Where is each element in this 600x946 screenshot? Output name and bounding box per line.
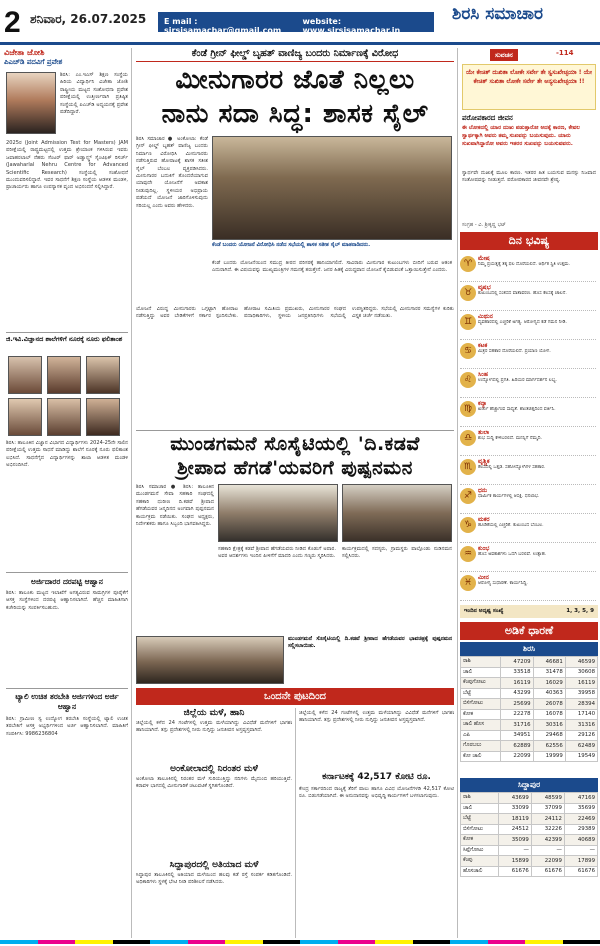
rate-variety: ರಾಶಿ xyxy=(461,793,499,804)
column-rule-right xyxy=(457,48,458,938)
rate-row xyxy=(461,720,598,731)
rate-row xyxy=(461,709,598,720)
bottom-color-bar xyxy=(0,940,600,944)
rate-value: 40363 xyxy=(533,688,565,699)
rate-value: 62556 xyxy=(533,741,565,752)
horoscope-entry xyxy=(460,572,596,601)
lucky-label: ಇಂದಿನ ಅದೃಷ್ಟ ಸಂಖ್ಯೆ xyxy=(464,608,504,614)
second-story-col2: ಸಹಕಾರಿ ಕ್ಷೇತ್ರಕ್ಕೆ ಕಡವೆ ಶ್ರೀಪಾದ ಹೆಗಡೆಯವರು ನೀಡಿದ ಕೊಡುಗೆ ಅಪಾರ. ಅವರ ಆದರ್ಶಗಳು ಇಂದಿನ ಪೀಳಿಗೆಗೆ ಮಾದರಿ ಎಂದು ಗಣ್ಯರು ಸ್ಮರಿಸಿದರು. xyxy=(218,546,336,560)
zodiac-prediction: ಹೊಸ ಅವಕಾಶಗಳು ಒದಗಿ ಬರಲಿವೆ. ಉತ್ಸಾಹ. xyxy=(478,552,547,557)
rate-value: 29389 xyxy=(564,824,597,835)
zodiac-icon: ♌ xyxy=(460,372,476,388)
main-story-caption: ಕೆಂಡೆ ಬಂದರು ಯೋಜನೆ ವಿರೋಧಿಸಿ ನಡೆದ ಸಭೆಯಲ್ಲಿ ಶಾಸಕ ಸತೀಶ ಸೈಲ್ ಮಾತನಾಡಿದರು. xyxy=(212,242,371,248)
rate-row xyxy=(461,835,598,846)
rate-value: 61676 xyxy=(498,866,531,877)
sub3-body: ಸಿದ್ದಾಪುರ ತಾಲೂಕಿನಲ್ಲಿ ಅತಿಯಾದ ಮಳೆಯಿಂದ ಹಲವು ಕಡೆ ರಸ್ತೆ ಸಂಪರ್ಕ ಕಡಿತಗೊಂಡಿದೆ. ಅಧಿಕಾರಿಗಳು ಸ್ಥಳಕ್ಕೆ ಭೇಟಿ ನೀಡಿ ಪರಿಶೀಲನೆ ನಡೆಸಿದರು. xyxy=(136,872,292,886)
sub2-body: ಅಂಕೋಲಾ ತಾಲೂಕಿನಲ್ಲಿ ನಿರಂತರ ಮಳೆ ಸುರಿಯುತ್ತಿದ್ದು ನದಿಗಳು ಮೈದುಂಬಿ ಹರಿಯುತ್ತಿವೆ. ಕರಾವಳಿ ಭಾಗದಲ್ಲಿ ಮೀನುಗಾರಿಕೆ ಚಟುವಟಿಕೆ ಸ್ಥಗಿತಗೊಂಡಿದೆ. xyxy=(136,776,292,790)
main-divider-1 xyxy=(136,430,454,431)
sub1-body: ಜಿಲ್ಲೆಯಲ್ಲಿ ಕಳೆದ 24 ಗಂಟೆಗಳಲ್ಲಿ ಉತ್ತಮ ಮಳೆಯಾಗಿದ್ದು ವಿವಿಧೆಡೆ ಮನೆಗಳಿಗೆ ಭಾಗಶಃ ಹಾನಿಯಾಗಿದೆ. ತಗ್ಗು ಪ್ರದೇಶಗಳಲ್ಲಿ ನೀರು ನುಗ್ಗಿದ್ದು ಜನಜೀವನ ಅಸ್ತವ್ಯಸ್ತವಾಗಿದೆ. xyxy=(136,720,292,734)
rate-value: 47169 xyxy=(564,793,597,804)
rate-variety: ಕೆಂಪುಗೋಟು xyxy=(461,678,501,689)
rate-value: 30316 xyxy=(533,720,565,731)
rate-row xyxy=(461,678,598,689)
student-photo-2 xyxy=(47,356,81,394)
rate-value: 37099 xyxy=(531,803,564,814)
rate-value: 16078 xyxy=(533,709,565,720)
zodiac-icon: ♒ xyxy=(460,546,476,562)
article1-body: 2025ರ (Joint Admission Test for Masters) JAM ಪರೀಕ್ಷೆಯಲ್ಲಿ ರಾಷ್ಟ್ರಮಟ್ಟದಲ್ಲಿ ಉತ್ತಮ ಶ್ರೇಯಾಂಕ ಗಳಿಸಿರುವ ಇವರು ಜವಾಹರಲಾಲ್ ನೆಹರು ಸೆಂಟರ್ ಫಾರ್ ಅಡ್ವಾನ್ಸ್ಡ್ ಸೈಂಟಿಫಿಕ್ ರಿಸರ್ಚ್ (Jawaharlal Nehru Centre for Advanced Scientific Research) ಸಂಸ್ಥೆಯಲ್ಲಿ ಸಂಶೋಧನೆ ಮುಂದುವರಿಸಲಿದ್ದಾರೆ. ಇವರ ಸಾಧನೆಗೆ ಶಿಕ್ಷಣ ಸಂಸ್ಥೆಯ ಆಡಳಿತ ಮಂಡಳಿ, ಪ್ರಾಚಾರ್ಯರು ಹಾಗೂ ಉಪನ್ಯಾಸಕ ವೃಂದ ಅಭಿನಂದನೆ ಸಲ್ಲಿಸಿದ್ದಾರೆ. xyxy=(6,140,128,191)
zodiac-icon: ♋ xyxy=(460,343,476,359)
zodiac-icon: ♉ xyxy=(460,285,476,301)
rate-value: 31478 xyxy=(533,667,565,678)
zodiac-prediction: ಶುಭ ಸುದ್ದಿ ಕೇಳಿಬರಲಿದೆ. ಮನಸ್ಸಿಗೆ ನೆಮ್ಮದಿ. xyxy=(478,436,543,441)
sub4-body: ಕೇಂದ್ರ ಸರ್ಕಾರದಿಂದ ರಾಜ್ಯಕ್ಕೆ ತೆರಿಗೆ ಪಾಲು ಹಾಗೂ ವಿವಿಧ ಯೋಜನೆಗಳಡಿ 42,517 ಕೋಟಿ ರೂ. ಬಿಡುಗಡೆಯಾಗಿದೆ. ಈ ಅನುದಾನವನ್ನು ಅಭಿವೃದ್ಧಿ ಕಾರ್ಯಗಳಿಗೆ ಬಳಸಲಾಗುವುದು. xyxy=(299,786,454,800)
rate-value: 40689 xyxy=(564,835,597,846)
rate-value: 24112 xyxy=(531,814,564,825)
page-header xyxy=(0,0,600,46)
second-headline-line2: ಶ್ರೀಪಾದ ಹೆಗಡೆ'ಯವರಿಗೆ ಪುಷ್ಪನಮನ xyxy=(177,457,413,479)
rate-value: 48599 xyxy=(531,793,564,804)
main-story-photo xyxy=(212,136,452,240)
market1-table-wrap xyxy=(460,642,598,762)
rate-value: 17899 xyxy=(564,856,597,867)
column-rule-left xyxy=(131,48,132,938)
horoscope-entry xyxy=(460,427,596,456)
rate-variety: ಸಿಪ್ಪೆಗೋಟು xyxy=(461,845,499,856)
issue-date: ಶನಿವಾರ, 26.07.2025 xyxy=(30,12,147,26)
rate-value: 62889 xyxy=(501,741,533,752)
zodiac-icon: ♐ xyxy=(460,488,476,504)
main-headline-line1: ಮೀನುಗಾರರ ಜೊತೆ ನಿಲ್ಲಲು xyxy=(175,65,415,95)
zodiac-icon: ♏ xyxy=(460,459,476,475)
market2-name: ಸಿದ್ದಾಪುರ xyxy=(460,778,598,792)
meaning-footer: ಸಂಗ್ರಹ - ವಿ. ಶ್ರೀಕೃಷ್ಣ ಭಟ್ xyxy=(462,222,506,228)
rate-value: 18119 xyxy=(498,814,531,825)
rate-value: 19999 xyxy=(533,751,565,762)
main-story-col1: ಶಿರಸಿ ಸಮಾಚಾರ ● ಅಂಕೋಲಾ: ಕೆಂಡೆ ಗ್ರೀನ್ ಫೀಲ್ಡ್ ಬೃಹತ್ ವಾಣಿಜ್ಯ ಬಂದರು ನಿರ್ಮಾಣ ವಿರೋಧಿಸಿ ಮೀನುಗಾರರು ನಡೆಸುತ್ತಿರುವ ಹೋರಾಟಕ್ಕೆ ಶಾಸಕ ಸತೀಶ ಸೈಲ್ ಬೆಂಬಲ ವ್ಯಕ್ತಪಡಿಸಿದರು. ಮೀನುಗಾರರ ಬದುಕಿಗೆ ತೊಂದರೆಯಾಗುವ ಯಾವುದೇ ಯೋಜನೆಗೆ ಅವಕಾಶ ನೀಡುವುದಿಲ್ಲ. ಸ್ಥಳೀಯರ ಅಭಿಪ್ರಾಯ ಪಡೆಯದೆ ಯೋಜನೆ ಜಾರಿಗೊಳಿಸುವುದು ಸರಿಯಲ್ಲ ಎಂದು ಅವರು ಹೇಳಿದರು. xyxy=(136,136,208,209)
zodiac-sign-name: ತುಲಾ xyxy=(478,429,490,436)
zodiac-prediction: ಉದ್ಯೋಗದಲ್ಲಿ ಪ್ರಗತಿ. ಹಿರಿಯರ ಮಾರ್ಗದರ್ಶನ ಲಭ್ಯ. xyxy=(478,378,558,383)
rate-value: — xyxy=(531,845,564,856)
zodiac-prediction: ಕೆಲಸದಲ್ಲಿ ಒತ್ತಡ. ಸಹೋದ್ಯೋಗಿಗಳ ಸಹಕಾರ. xyxy=(478,465,546,470)
profile-text: ಶಿರಸಿ: ಎಂ.ಇಎಸ್ ಶಿಕ್ಷಣ ಸಂಸ್ಥೆಯ ಹಿರಿಯ ವಿದ್ಯಾರ್ಥಿನಿ ವಿಜೇತಾ ಜೋಶಿ ರಾಷ್ಟ್ರೀಯ ಮಟ್ಟದ ಸಂಶೋಧನಾ ಪ್ರವೇಶ ಪರೀಕ್ಷೆಯಲ್ಲಿ ಉತ್ತೀರ್ಣರಾಗಿ ಪ್ರತಿಷ್ಠಿತ ಸಂಸ್ಥೆಯಲ್ಲಿ ಪಿಎಚ್‌ಡಿ ಅಧ್ಯಯನಕ್ಕೆ ಪ್ರವೇಶ ಪಡೆದಿದ್ದಾರೆ. xyxy=(60,72,128,116)
article3-body: ಶಿರಸಿ: ತಾಲೂಕು ಮಟ್ಟದ ಇಲಾಖೆಗೆ ಅಗತ್ಯವಿರುವ ಸಾಮಗ್ರಿಗಳ ಪೂರೈಕೆಗೆ ಆಸಕ್ತ ಸಂಸ್ಥೆಗಳಿಂದ ದರಪಟ್ಟಿ ಆಹ್ವಾನಿಸಲಾಗಿದೆ. ಹೆಚ್ಚಿನ ಮಾಹಿತಿಗಾಗಿ ಕಚೇರಿಯನ್ನು ಸಂಪರ್ಕಿಸಬಹುದು. xyxy=(6,590,128,611)
quote-number: -114 xyxy=(556,49,574,57)
article4-body: ಶಿರಸಿ: ಗ್ರಾಮೀಣ ಸ್ವ ಉದ್ಯೋಗ ತರಬೇತಿ ಸಂಸ್ಥೆಯಲ್ಲಿ ಟ್ಯಾಲಿ ಉಚಿತ ತರಬೇತಿಗೆ ಆಸಕ್ತ ಅಭ್ಯರ್ಥಿಗಳಿಂದ ಅರ್ಜಿ ಆಹ್ವಾನಿಸಲಾಗಿದೆ. ಮಾಹಿತಿಗೆ ಸಂಪರ್ಕಿಸಿ: 9986236804 xyxy=(6,716,128,737)
rate-value: 29126 xyxy=(565,730,597,741)
rate-row xyxy=(461,793,598,804)
horoscope-title: ದಿನ ಭವಿಷ್ಯ xyxy=(460,232,598,250)
meaning-title: ಪರೋಪಕಾರದ ಜೀವನ xyxy=(462,114,513,122)
second-story-photo-1 xyxy=(218,484,338,542)
zodiac-sign-name: ವೃಷಭ xyxy=(478,284,491,291)
rate-value: 42399 xyxy=(531,835,564,846)
horoscope-entry xyxy=(460,543,596,572)
zodiac-sign-name: ಸಿಂಹ xyxy=(478,371,489,378)
rate-row xyxy=(461,824,598,835)
horoscope-entry xyxy=(460,369,596,398)
zodiac-prediction: ಕುಟುಂಬದಲ್ಲಿ ಸಂತಸದ ವಾತಾವರಣ. ಹೊಸ ಕೆಲಸಕ್ಕೆ ಚಾಲನೆ. xyxy=(478,291,567,296)
market1-table xyxy=(460,656,598,762)
market2-table xyxy=(460,792,598,877)
rate-variety: ಬೆಟ್ಟೆ xyxy=(461,688,501,699)
rate-value: 26078 xyxy=(533,699,565,710)
rate-value: 22278 xyxy=(501,709,533,720)
rate-value: 35699 xyxy=(564,803,597,814)
second-story-photo-3 xyxy=(136,636,284,684)
zodiac-icon: ♎ xyxy=(460,430,476,446)
rate-value: 30608 xyxy=(565,667,597,678)
rate-value: 25699 xyxy=(501,699,533,710)
rate-value: 16119 xyxy=(501,678,533,689)
zodiac-icon: ♍ xyxy=(460,401,476,417)
page-number: 2 xyxy=(4,6,21,39)
rate-row xyxy=(461,741,598,752)
student-photo-1 xyxy=(8,356,42,394)
rate-row xyxy=(461,751,598,762)
rate-variety: ಬಿಳಿಗೋಟು xyxy=(461,824,499,835)
rate-variety: ಚಾಲಿ xyxy=(461,667,501,678)
zodiac-sign-name: ಮೇಷ xyxy=(478,255,490,262)
rate-value: 22099 xyxy=(501,751,533,762)
rate-value: 61676 xyxy=(564,866,597,877)
zodiac-sign-name: ವೃಶ್ಚಿಕ xyxy=(478,458,490,465)
rate-value: 43299 xyxy=(501,688,533,699)
zodiac-prediction: ನಿಮ್ಮ ಪ್ರಯತ್ನಕ್ಕೆ ತಕ್ಕ ಫಲ ದೊರೆಯಲಿದೆ. ಆರ್ಥಿಕ ಸ್ಥಿತಿ ಉತ್ತಮ. xyxy=(478,262,571,267)
sub1-title: ಜಿಲ್ಲೆಯ ಮಳೆ, ಹಾನಿ xyxy=(183,708,245,718)
horoscope-entry xyxy=(460,253,596,282)
rate-value: 46681 xyxy=(533,657,565,668)
rate-value: 43699 xyxy=(498,793,531,804)
main-kicker: ಕೆಂಡೆ ಗ್ರೀನ್ ಫೀಲ್ಡ್ ಬೃಹತ್ ವಾಣಿಜ್ಯ ಬಂದರು ನಿರ್ಮಾಣಕ್ಕೆ ವಿರೋಧ xyxy=(136,48,454,62)
email-address: E mail : sirsisamachar@gmail.com xyxy=(164,17,282,35)
left-divider-3 xyxy=(6,688,128,689)
rate-value: 22469 xyxy=(564,814,597,825)
rate-row xyxy=(461,657,598,668)
rate-row xyxy=(461,730,598,741)
rate-value: 61676 xyxy=(531,866,564,877)
rate-variety: ಕೆಂಪು xyxy=(461,856,499,867)
horoscope-entry xyxy=(460,340,596,369)
zodiac-sign-name: ಧನು xyxy=(478,487,488,494)
meaning-body: ಸ್ವಾರ್ಥವೇ ದುಃಖಕ್ಕೆ ಮೂಲ ಕಾರಣ. ಇತರರ ಹಿತ ಬಯಸುವ ಮನಸ್ಸು ನಿಜವಾದ ಸಂತೋಷವನ್ನು ನೀಡುತ್ತದೆ. ಪರೋಪಕಾರದ ಜೀವನವೇ ಶ್ರೇಷ್ಠ. xyxy=(462,170,596,184)
rate-row xyxy=(461,699,598,710)
zodiac-prediction: ಧಾರ್ಮಿಕ ಕಾರ್ಯಗಳಲ್ಲಿ ಆಸಕ್ತಿ. ಧನಲಾಭ. xyxy=(478,494,540,499)
rate-row xyxy=(461,866,598,877)
sub1-continued: ಜಿಲ್ಲೆಯಲ್ಲಿ ಕಳೆದ 24 ಗಂಟೆಗಳಲ್ಲಿ ಉತ್ತಮ ಮಳೆಯಾಗಿದ್ದು ವಿವಿಧೆಡೆ ಮನೆಗಳಿಗೆ ಭಾಗಶಃ ಹಾನಿಯಾಗಿದೆ. ತಗ್ಗು ಪ್ರದೇಶಗಳಲ್ಲಿ ನೀರು ನುಗ್ಗಿದ್ದು ಜನಜೀವನ ಅಸ್ತವ್ಯಸ್ತವಾಗಿದೆ. xyxy=(299,710,454,724)
rate-variety: ಚಾಲಿ ಹೊಸ xyxy=(461,720,501,731)
zodiac-sign-name: ಕುಂಭ xyxy=(478,545,490,552)
horoscope-entry xyxy=(460,485,596,514)
zodiac-icon: ♓ xyxy=(460,575,476,591)
rate-value: 46599 xyxy=(565,657,597,668)
rate-value: 33518 xyxy=(501,667,533,678)
rate-variety: ಗೊರಬಲು xyxy=(461,741,501,752)
main-story-col2: ಕೆಂಡೆ ಬಂದರು ಯೋಜನೆಯಿಂದ ಸಮುದ್ರ ತೀರದ ಪರಿಸರಕ್ಕೆ ಹಾನಿಯಾಗಲಿದೆ. ಸಾವಿರಾರು ಮೀನುಗಾರ ಕುಟುಂಬಗಳು ಬೀದಿಗೆ ಬರುವ ಆತಂಕ ಎದುರಾಗಿದೆ. ಈ ವಿಷಯವನ್ನು ಮುಖ್ಯಮಂತ್ರಿಗಳ ಗಮನಕ್ಕೆ ತರುತ್ತೇನೆ. ಜನರ ಹಿತಕ್ಕೆ ವಿರುದ್ಧವಾದ ಯೋಜನೆ ಕೈಬಿಡುವಂತೆ ಒತ್ತಾಯಿಸುತ್ತೇನೆ ಎಂದರು. xyxy=(212,260,452,274)
quote-label: ಸುವಚನ xyxy=(490,49,518,61)
zodiac-prediction: ಹೂಡಿಕೆಯಲ್ಲಿ ಎಚ್ಚರಿಕೆ. ಕುಟುಂಬದ ಬೆಂಬಲ. xyxy=(478,523,544,528)
rate-value: 33099 xyxy=(498,803,531,814)
article2-title: ಜಿ.ಇವಿ.ವಿಜ್ಞಾನದ ಶಾಲೆಗಳಿಗೆ ನೂರಕ್ಕೆ ನೂರು ಫಲಿತಾಂಶ xyxy=(6,335,123,343)
rate-variety: ಬಿಳಿಗೋಟು xyxy=(461,699,501,710)
profile-photo xyxy=(6,72,56,134)
rate-value: 47209 xyxy=(501,657,533,668)
rate-value: 32226 xyxy=(531,824,564,835)
second-headline-line1: ಮುಂಡಗಮನೆ ಸೊಸೈಟಿಯಲ್ಲಿ 'ದಿ.ಕಡವೆ xyxy=(170,433,420,455)
rate-variety: ಎಪಿ xyxy=(461,730,501,741)
rates-title: ಅಡಿಕೆ ಧಾರಣೆ xyxy=(460,622,598,640)
profile-title: ವಿಜೇತಾ ಜೋಶಿ xyxy=(4,48,45,57)
sub3-title: ಸಿದ್ದಾಪುರದಲ್ಲಿ ಅತಿಯಾದ ಮಳೆ xyxy=(169,860,259,870)
newspaper-name: ಶಿರಸಿ ಸಮಾಚಾರ xyxy=(452,4,544,24)
continued-banner: ಒಂದನೇ ಪುಟದಿಂದ xyxy=(136,688,454,705)
rate-variety: ಬೆಟ್ಟೆ xyxy=(461,814,499,825)
zodiac-sign-name: ಮಕರ xyxy=(478,516,490,523)
rate-value: — xyxy=(498,845,531,856)
left-divider-1 xyxy=(6,332,128,333)
rate-value: 39958 xyxy=(565,688,597,699)
sub-column-rule xyxy=(295,708,296,938)
rate-value: 15899 xyxy=(498,856,531,867)
rate-value: 28394 xyxy=(565,699,597,710)
rate-row xyxy=(461,667,598,678)
zodiac-icon: ♈ xyxy=(460,256,476,272)
zodiac-icon: ♊ xyxy=(460,314,476,330)
rate-variety: ಕೋಕ xyxy=(461,835,499,846)
rate-variety: ರಾಶಿ xyxy=(461,657,501,668)
zodiac-prediction: ಆರೋಗ್ಯ ಸುಧಾರಣೆ. ಕಾರ್ಯಸಿದ್ಧಿ. xyxy=(478,581,528,586)
sub4-title: ಕರ್ನಾಟಕಕ್ಕೆ 42,517 ಕೋಟಿ ರೂ. xyxy=(322,772,431,782)
horoscope-entry xyxy=(460,514,596,543)
rate-value: 29468 xyxy=(533,730,565,741)
zodiac-prediction: ವ್ಯವಹಾರದಲ್ಲಿ ಎಚ್ಚರಿಕೆ ಅಗತ್ಯ. ಆರೋಗ್ಯದ ಕಡೆ ಗಮನ ನೀಡಿ. xyxy=(478,320,568,325)
second-story-col3: ಕಾರ್ಯಕ್ರಮದಲ್ಲಿ ಸದಸ್ಯರು, ಗ್ರಾಮಸ್ಥರು ಪಾಲ್ಗೊಂಡು ನುಡಿನಮನ ಸಲ್ಲಿಸಿದರು. xyxy=(342,546,452,560)
rate-value: 17140 xyxy=(565,709,597,720)
zodiac-prediction: ಮಿತ್ರರ ಸಹಕಾರ ದೊರೆಯಲಿದೆ. ಪ್ರಯಾಣ ಯೋಗ. xyxy=(478,349,551,354)
contact-strip xyxy=(158,12,434,35)
rate-row xyxy=(461,814,598,825)
second-story-col1: ಶಿರಸಿ ಸಮಾಚಾರ ● ಶಿರಸಿ: ತಾಲೂಕಿನ ಮುಂಡಗಮನೆ ಸೇವಾ ಸಹಕಾರಿ ಸಂಘದಲ್ಲಿ ಸಹಕಾರಿ ಧುರೀಣ ದಿ.ಕಡವೆ ಶ್ರೀಪಾದ ಹೆಗಡೆಯವರ ಜನ್ಮದಿನದ ಅಂಗವಾಗಿ ಪುಷ್ಪನಮನ ಕಾರ್ಯಕ್ರಮ ನಡೆಯಿತು. ಸಂಘದ ಅಧ್ಯಕ್ಷರು, ನಿರ್ದೇಶಕರು ಹಾಗೂ ಸಿಬ್ಬಂದಿ ಭಾಗವಹಿಸಿದ್ದರು. xyxy=(136,484,214,528)
zodiac-sign-name: ಮಿಥುನ xyxy=(478,313,493,320)
rate-value: 35099 xyxy=(498,835,531,846)
rate-row xyxy=(461,856,598,867)
horoscope-entry xyxy=(460,456,596,485)
header-rule xyxy=(0,42,600,45)
horoscope-entry xyxy=(460,398,596,427)
rate-value: — xyxy=(564,845,597,856)
article2-body: ಶಿರಸಿ: ತಾಲೂಕಿನ ವಿಜ್ಞಾನ ವಿಭಾಗದ ವಿದ್ಯಾರ್ಥಿಗಳು 2024-25ನೇ ಸಾಲಿನ ಪರೀಕ್ಷೆಯಲ್ಲಿ ಉತ್ತಮ ಸಾಧನೆ ಮಾಡಿದ್ದು ಶಾಲೆಗೆ ನೂರಕ್ಕೆ ನೂರು ಫಲಿತಾಂಶ ಲಭಿಸಿದೆ. ಸಾಧನೆಗೈದ ವಿದ್ಯಾರ್ಥಿಗಳನ್ನು ಶಾಲಾ ಆಡಳಿತ ಮಂಡಳಿ ಅಭಿನಂದಿಸಿದೆ. xyxy=(6,440,128,469)
left-divider-2 xyxy=(6,572,128,573)
student-photo-3 xyxy=(86,356,120,394)
lucky-numbers: 1, 3, 5, 9 xyxy=(566,608,594,614)
rate-variety: ಚಾಲಿ xyxy=(461,803,499,814)
horoscope-entry xyxy=(460,282,596,311)
rate-row xyxy=(461,803,598,814)
article4-title: ಟ್ಯಾಲಿ ಉಚಿತ ತರಬೇತಿ ಅರ್ಜಿಗಳಿಂದ ಅರ್ಜಿ ಆಹ್ವಾನ xyxy=(15,692,119,711)
rate-row xyxy=(461,845,598,856)
profile-subtitle: ಪಿಎಚ್‌ಡಿ ಪದವಿಗೆ ಪ್ರವೇಶ xyxy=(4,58,63,66)
student-photo-4 xyxy=(8,398,42,436)
zodiac-sign-name: ಮೀನ xyxy=(478,574,489,581)
rate-variety: ಹೊಸಚಾಲಿ xyxy=(461,866,499,877)
zodiac-sign-name: ಕನ್ಯಾ xyxy=(478,400,487,407)
student-photo-5 xyxy=(47,398,81,436)
zodiac-sign-name: ಕಟಕ xyxy=(478,342,488,349)
rate-value: 16029 xyxy=(533,678,565,689)
rate-value: 22099 xyxy=(531,856,564,867)
market2-table-wrap xyxy=(460,778,598,877)
second-story-caption: ಮುಂಡಗಮನೆ ಸೊಸೈಟಿಯಲ್ಲಿ ದಿ.ಕಡವೆ ಶ್ರೀಪಾದ ಹೆಗಡೆಯವರ ಭಾವಚಿತ್ರಕ್ಕೆ ಪುಷ್ಪನಮನ ಸಲ್ಲಿಸಲಾಯಿತು. xyxy=(288,636,452,650)
rate-value: 24512 xyxy=(498,824,531,835)
lucky-number-row xyxy=(460,605,598,618)
rate-variety: ಕೋಕ xyxy=(461,709,501,720)
main-headline-line2: ನಾನು ಸದಾ ಸಿದ್ಧ: ಶಾಸಕ ಸೈಲ್ xyxy=(161,99,429,129)
rate-value: 62489 xyxy=(565,741,597,752)
website-address: website: www.sirsisamachar.in xyxy=(302,17,401,35)
market1-name: ಶಿರಸಿ xyxy=(460,642,598,656)
rate-value: 34951 xyxy=(501,730,533,741)
sub2-title: ಅಂಕೋಲಾದಲ್ಲಿ ನಿರಂತರ ಮಳೆ xyxy=(170,764,258,774)
main-story-bottom: ಯೋಜನೆ ವಿರುದ್ಧ ಮೀನುಗಾರರು ಒಗ್ಗಟ್ಟಾಗಿ ಹೋರಾಟ ನಡೆಸುತ್ತಿದ್ದು ಅವರ ಬೇಡಿಕೆಗಳಿಗೆ ಸರ್ಕಾರ ಸ್ಪಂದಿಸಬೇಕು. ಹೋರಾಟ ಸಮಿತಿಯ ಪ್ರಮುಖರು, ಮೀನುಗಾರರ ಸಂಘದ ಪದಾಧಿಕಾರಿಗಳು, ಸ್ಥಳೀಯ ಜನಪ್ರತಿನಿಧಿಗಳು ಸಭೆಯಲ್ಲಿ ಉಪಸ್ಥಿತರಿದ್ದರು. ಸಭೆಯಲ್ಲಿ ಮೀನುಗಾರರ ಸಮಸ್ಯೆಗಳ ಕುರಿತು ವಿಸ್ತೃತ ಚರ್ಚೆ ನಡೆಯಿತು. xyxy=(136,306,454,320)
quote-text: ಯೇ ಕೇಚಿತ್ ದುಖಿತಾ ಲೋಕೇ ಸರ್ವೇ ತೇ ಸ್ವಸುಖೇಚ್ಛಯಾ ! ಯೇ ಕೇಚಿತ್ ಸುಖಿತಾ ಲೋಕೇ ಸರ್ವೇ ತೇ ಅನ್ಯಸುಖೇಚ್ಛಯಾ !! xyxy=(462,64,596,110)
rate-value: 31716 xyxy=(501,720,533,731)
horoscope-entry xyxy=(460,311,596,340)
rate-row xyxy=(461,688,598,699)
rate-value: 16119 xyxy=(565,678,597,689)
article3-title: ಅರ್ಜಿದಾರರ ದರಪಟ್ಟಿ ಆಹ್ವಾನ xyxy=(31,577,103,586)
rate-variety: ಕೋ ಚಾಲಿ xyxy=(461,751,501,762)
left-column xyxy=(4,48,128,67)
second-story-photo-2 xyxy=(342,484,452,542)
student-photo-6 xyxy=(86,398,120,436)
zodiac-prediction: ಖರ್ಚು ಹೆಚ್ಚಾಗುವ ಸಾಧ್ಯತೆ. ಶಾಂತಚಿತ್ತದಿಂದ ವರ್ತಿಸಿ. xyxy=(478,407,556,412)
meaning-text: ಈ ಲೋಕದಲ್ಲಿ ಯಾರ ದುಃಖ ಪಡುತ್ತಾರೋ ಅದಕ್ಕೆ ಕಾರಣ, ಕೇವಲ ಸ್ವಾರ್ಥಕ್ಕಾಗಿ ಅವರು ತಮ್ಮ ಸುಖವನ್ನು ಬಯಸುವುದು. ಯಾರು ಸುಖವಾಗಿದ್ದಾರೋ ಅವರು ಇತರರ ಸುಖವನ್ನು ಬಯಸುವವರು. xyxy=(462,125,581,147)
zodiac-icon: ♑ xyxy=(460,517,476,533)
rate-value: 31316 xyxy=(565,720,597,731)
rate-value: 19549 xyxy=(565,751,597,762)
